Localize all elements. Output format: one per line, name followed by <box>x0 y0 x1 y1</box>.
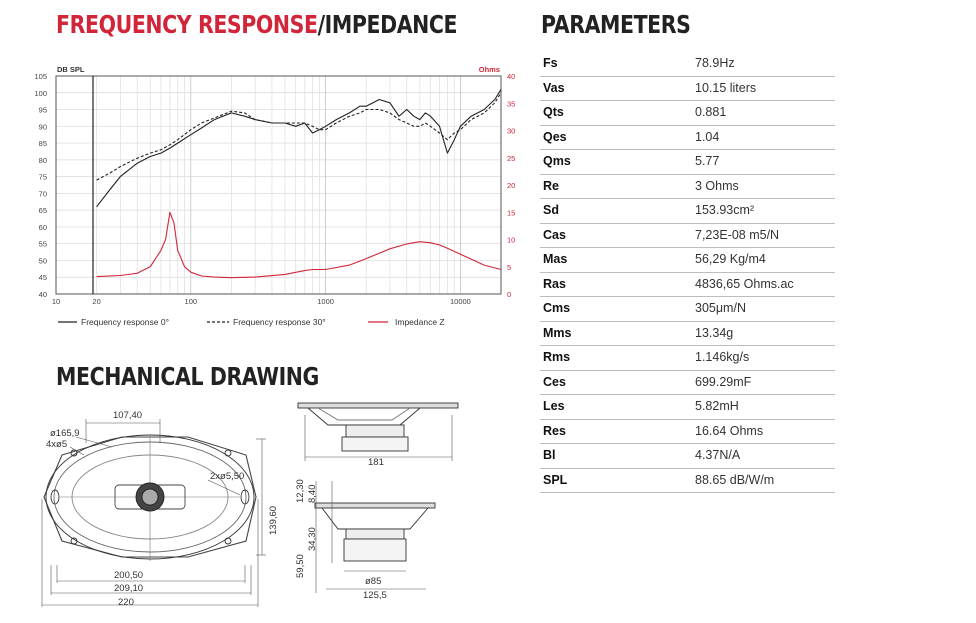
dim-magnet: ø85 <box>365 576 382 587</box>
tweeter-dome <box>142 489 158 505</box>
parameter-label: Re <box>543 178 559 193</box>
parameter-label: Les <box>543 399 565 413</box>
right-tick-label: 10 <box>507 235 516 245</box>
parameter-row <box>540 77 835 102</box>
parameter-label: Sd <box>543 203 559 217</box>
parameter-row <box>540 101 835 126</box>
parameter-label: Mms <box>543 325 572 340</box>
dim-circle: ø165,9 <box>50 428 80 439</box>
x-tick-label: 10000 <box>449 297 471 306</box>
left-axis-label: DB SPL <box>57 65 85 74</box>
dim-width-1: 200,50 <box>114 570 144 581</box>
dim-bottom-width: 125,5 <box>363 590 387 601</box>
parameter-value: 1.146kg/s <box>695 350 750 364</box>
left-tick-label: 80 <box>38 155 47 165</box>
right-tick-label: 20 <box>507 181 516 190</box>
right-tick-label: 0 <box>507 290 512 299</box>
left-tick-label: 90 <box>38 122 47 132</box>
legend-label-0deg: Frequency response 0° <box>81 317 169 327</box>
dim-side-width: 181 <box>368 457 384 468</box>
dim-depth-3: 59,50 <box>295 554 306 578</box>
right-axis-label: Ohms <box>478 65 500 74</box>
parameter-label: Mas <box>543 252 568 266</box>
left-tick-label: 100 <box>34 88 47 98</box>
title-red-part: FREQUENCY RESPONSE <box>56 10 318 39</box>
parameter-label: Qts <box>543 105 564 119</box>
parameter-value: 88.65 dB/W/m <box>695 472 775 487</box>
parameter-value: 0.881 <box>695 105 727 119</box>
left-tick-label: 65 <box>38 206 47 216</box>
left-tick-label: 55 <box>38 239 47 249</box>
legend-label-30deg: Frequency response 30° <box>233 317 326 327</box>
parameter-label: SPL <box>543 472 568 487</box>
dim-height: 139,60 <box>268 505 279 535</box>
dim-depth-4: 34,30 <box>307 527 318 551</box>
chart-frame <box>56 76 501 294</box>
side2-basket <box>322 508 428 529</box>
parameter-value: 305μm/N <box>695 301 746 315</box>
left-tick-label: 40 <box>38 290 47 299</box>
side-view-top <box>298 403 458 461</box>
parameter-value: 16.64 Ohms <box>695 423 764 438</box>
parameter-value: 4836,65 Ohms.ac <box>695 276 794 291</box>
mechanical-drawing <box>0 395 520 623</box>
parameter-value: 699.29mF <box>695 374 752 389</box>
right-tick-label: 35 <box>507 99 516 109</box>
parameter-row <box>540 126 835 151</box>
series-response-0deg <box>97 89 501 206</box>
parameter-value: 1.04 <box>695 129 720 144</box>
parameter-label: Ras <box>543 276 566 291</box>
left-tick-label: 50 <box>38 256 47 266</box>
mount-hole-tr <box>225 450 231 456</box>
dim-slots: 2xø5,50 <box>210 471 245 482</box>
dim-width-2: 209,10 <box>114 583 144 594</box>
slot-left <box>51 490 59 504</box>
x-tick-label: 1000 <box>317 297 334 306</box>
parameter-row <box>540 248 835 273</box>
parameter-value: 153.93cm² <box>695 203 755 217</box>
parameter-row <box>540 150 835 175</box>
legend-label-impedance: Impedance Z <box>395 317 445 327</box>
x-tick-label: 20 <box>92 297 101 306</box>
parameter-label: Qes <box>543 129 567 144</box>
left-tick-label: 105 <box>34 72 47 81</box>
frequency-response-title <box>56 10 457 39</box>
parameter-row <box>540 175 835 200</box>
parameter-row <box>540 224 835 249</box>
parameter-label: Ces <box>543 374 566 389</box>
right-tick-label: 30 <box>507 126 516 136</box>
right-tick-label: 25 <box>507 153 516 163</box>
title-black-part: /IMPEDANCE <box>317 10 458 39</box>
right-tick-label: 40 <box>507 72 516 81</box>
side2-magnet <box>344 539 406 561</box>
parameter-value: 10.15 liters <box>695 80 757 95</box>
dim-depth-2: 8,40 <box>307 484 318 503</box>
parameter-label: Vas <box>543 80 565 95</box>
parameter-value: 56,29 Kg/m4 <box>695 252 766 266</box>
side2-flange <box>315 503 435 508</box>
parameter-value: 3 Ohms <box>695 178 739 193</box>
parameter-label: Cas <box>543 227 566 242</box>
series-impedance <box>97 212 501 277</box>
left-tick-label: 70 <box>38 189 47 199</box>
parameter-row <box>540 322 835 347</box>
slot-right <box>241 490 249 504</box>
parameter-row <box>540 444 835 469</box>
left-tick-label: 45 <box>38 273 47 283</box>
mechanical-drawing-title: MECHANICAL DRAWING <box>56 362 319 391</box>
front-view <box>44 435 256 561</box>
parameter-label: Cms <box>543 301 571 315</box>
parameter-value: 78.9Hz <box>695 56 735 70</box>
dim-holes: 4xø5 <box>46 439 68 450</box>
left-tick-label: 85 <box>38 139 47 149</box>
parameter-row <box>540 346 835 371</box>
parameter-label: Bl <box>543 448 556 462</box>
parameter-label: Fs <box>543 56 558 70</box>
side-basket <box>308 408 420 425</box>
x-tick-label: 100 <box>184 297 198 306</box>
parameters-table <box>540 52 835 493</box>
parameter-value: 5.82mH <box>695 399 739 413</box>
parameter-value: 4.37N/A <box>695 448 741 462</box>
frequency-response-chart <box>0 55 520 335</box>
dim-width-3: 220 <box>118 597 134 608</box>
parameter-row <box>540 273 835 298</box>
parameter-label: Res <box>543 423 566 438</box>
left-tick-label: 75 <box>38 172 47 182</box>
parameter-value: 5.77 <box>695 154 720 168</box>
parameter-row <box>540 199 835 224</box>
parameter-row <box>540 297 835 322</box>
series-response-30deg <box>97 93 501 180</box>
right-tick-label: 15 <box>507 208 516 218</box>
parameter-row <box>540 52 835 77</box>
side-magnet-top <box>346 425 404 437</box>
parameter-value: 7,23E-08 m5/N <box>695 227 780 242</box>
parameter-row <box>540 395 835 420</box>
parameters-title: PARAMETERS <box>541 10 691 39</box>
parameter-row <box>540 420 835 445</box>
side-magnet <box>342 437 408 451</box>
side-flange <box>298 403 458 408</box>
chart-grid <box>56 76 501 294</box>
parameter-value: 13.34g <box>695 325 734 340</box>
left-tick-label: 95 <box>38 105 47 115</box>
parameter-label: Qms <box>543 154 571 168</box>
mount-hole-br <box>225 538 231 544</box>
chart-legend <box>58 317 445 327</box>
x-tick-label: 10 <box>51 297 61 306</box>
parameter-row <box>540 469 835 494</box>
parameter-row <box>540 371 835 396</box>
dim-top-width: 107,40 <box>113 410 143 421</box>
parameter-label: Rms <box>543 350 571 364</box>
right-tick-label: 5 <box>507 262 512 272</box>
dim-depth-1: 12,30 <box>295 479 306 503</box>
left-tick-label: 60 <box>38 222 47 232</box>
front-dimensions <box>42 419 266 607</box>
